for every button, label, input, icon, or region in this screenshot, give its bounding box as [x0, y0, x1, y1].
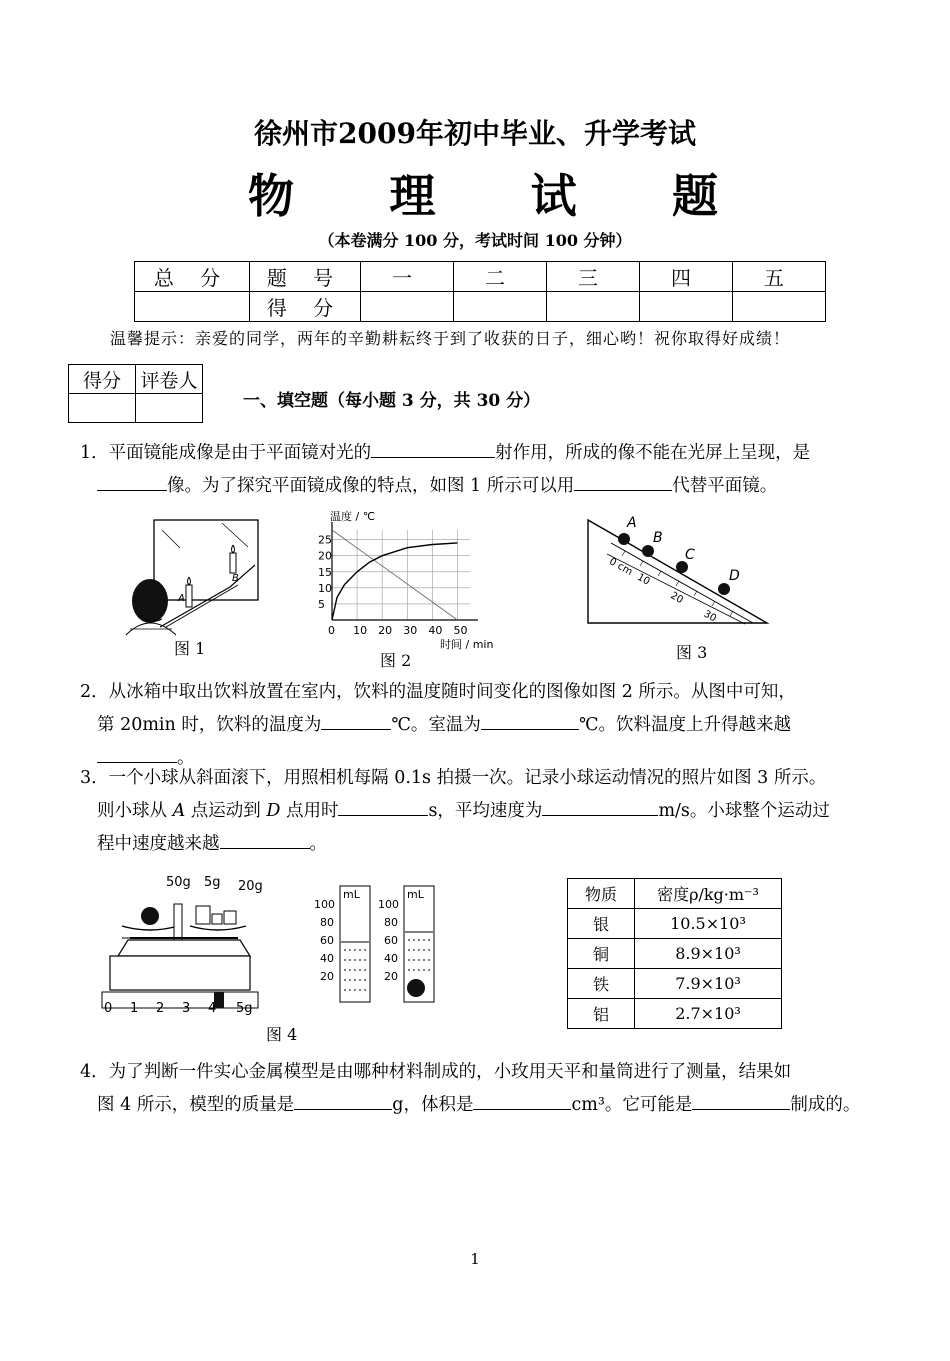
- figure-4-caption: 图 4: [266, 1025, 298, 1044]
- exam-title: 徐州市2009年初中毕业、升学考试: [254, 117, 696, 150]
- cylinder-unit: mL: [343, 888, 360, 901]
- chart-series-line: [332, 543, 458, 620]
- question-number-label: 题 号: [250, 262, 361, 292]
- figure-1-mirror-setup: [120, 515, 270, 637]
- answer-blank: [97, 742, 177, 763]
- column-header: 一: [361, 262, 454, 292]
- question-text: m/s。小球整个运动过: [658, 801, 830, 821]
- cylinder-tick: 20: [320, 970, 334, 983]
- subject-title: [248, 160, 718, 226]
- density-material: 铁: [568, 969, 635, 999]
- question-text: 。: [177, 748, 195, 768]
- figure-4-balance: [100, 868, 262, 1018]
- cylinder-tick: 20: [384, 970, 398, 983]
- chart-y-tick: 25: [318, 533, 332, 547]
- question-text: 3．一个小球从斜面滚下，用照相机每隔 0.1s 拍摄一次。记录小球运动情况的照片如图 3 所示。: [80, 768, 827, 788]
- density-material: 铝: [568, 999, 635, 1029]
- question-2: [80, 676, 886, 775]
- point-label: A: [172, 801, 186, 821]
- answer-blank: [574, 470, 672, 491]
- fig4-weight-label: 20g: [238, 879, 263, 894]
- cylinder-tick: 60: [384, 934, 398, 947]
- density-header-material: 物质: [568, 879, 635, 909]
- fig3-ruler-label: 10: [635, 571, 652, 588]
- density-header-density: 密度ρ/kg·m⁻³: [635, 879, 782, 909]
- score-cell: [361, 292, 454, 322]
- point-label: D: [266, 801, 281, 821]
- figure-2-chart: [310, 508, 515, 651]
- chart-x-tick: 30: [403, 624, 418, 637]
- question-text: 射作用，所成的像不能在光屏上呈现，是: [495, 443, 811, 463]
- cylinder-tick: 60: [320, 934, 334, 947]
- fig1-label-b: B: [232, 573, 239, 584]
- fig1-label-a: A: [178, 593, 185, 604]
- fig4-scale-number: 1: [130, 1001, 139, 1016]
- page-number: 1: [470, 1250, 480, 1268]
- question-text: cm³。它可能是: [571, 1095, 693, 1115]
- total-score-label: 总 分: [135, 262, 250, 292]
- fig4-scale-number: 3: [182, 1001, 191, 1016]
- question-3: [80, 762, 886, 861]
- question-4: [80, 1056, 886, 1122]
- fig4-weight-label: 5g: [204, 875, 221, 890]
- cylinder-tick: 80: [320, 916, 334, 929]
- answer-blank: [542, 795, 658, 816]
- figure-1-caption: 图 1: [174, 639, 206, 658]
- column-header: 三: [547, 262, 640, 292]
- grader-score-label: 得分: [69, 365, 136, 394]
- score-cell: [454, 292, 547, 322]
- fig3-ball-label: C: [685, 547, 695, 563]
- chart-x-tick: 10: [353, 624, 368, 637]
- chart-y-tick: 20: [318, 549, 332, 563]
- answer-blank: [321, 709, 391, 730]
- fig3-ruler-label: 0 cm: [607, 556, 635, 578]
- question-text: 像。为了探究平面镜成像的特点，如图 1 所示可以用: [167, 476, 575, 496]
- fig4-scale-number: 4: [208, 1001, 217, 1016]
- figure-3-incline: [585, 510, 771, 625]
- cylinder-unit: mL: [407, 888, 424, 901]
- chart-y-tick: 10: [318, 581, 332, 595]
- chart-y-label: 温度 / ℃: [330, 510, 376, 523]
- density-table: [567, 878, 782, 1029]
- fig3-ruler-label: 20: [668, 590, 685, 607]
- density-value: 7.9×10³: [635, 969, 782, 999]
- answer-blank: [692, 1089, 790, 1110]
- question-text: 。: [309, 834, 327, 854]
- chart-y-tick: 15: [318, 565, 332, 579]
- question-1: [80, 437, 886, 503]
- question-text: 图 4 所示，模型的质量是: [97, 1095, 295, 1115]
- grader-name-cell: [136, 394, 203, 423]
- question-text: s，平均速度为: [428, 801, 543, 821]
- question-text: 1．平面镜能成像是由于平面镜对光的: [80, 443, 372, 463]
- density-value: 2.7×10³: [635, 999, 782, 1029]
- fig3-ball-label: A: [627, 515, 637, 531]
- fig3-ball-label: D: [729, 568, 740, 584]
- score-table: [134, 261, 826, 322]
- exam-subtitle: （本卷满分 100 分，考试时间 100 分钟）: [318, 231, 632, 250]
- subject-char: 理: [389, 169, 436, 223]
- chart-x-tick: 40: [428, 624, 443, 637]
- chart-x-tick: 20: [378, 624, 393, 637]
- subject-char: 试: [530, 169, 577, 223]
- question-text: 制成的。: [790, 1095, 861, 1115]
- answer-blank: [220, 828, 310, 849]
- chart-x-tick: 50: [453, 624, 468, 637]
- figure-3-caption: 图 3: [676, 643, 708, 662]
- column-header: 四: [640, 262, 733, 292]
- cylinder-tick: 40: [384, 952, 398, 965]
- density-material: 铜: [568, 939, 635, 969]
- score-row-label: 得 分: [250, 292, 361, 322]
- answer-blank: [481, 709, 579, 730]
- total-score-cell: [135, 292, 250, 322]
- answer-blank: [371, 437, 495, 458]
- question-text: 2．从冰箱中取出饮料放置在室内，饮料的温度随时间变化的图像如图 2 所示。从图中可知，: [80, 682, 796, 702]
- answer-blank: [338, 795, 428, 816]
- column-header: 二: [454, 262, 547, 292]
- question-text: 点用时: [280, 801, 339, 821]
- question-text: 则小球从: [97, 801, 173, 821]
- chart-x-tick: 0: [328, 624, 335, 637]
- column-header: 五: [733, 262, 826, 292]
- question-text: 4．为了判断一件实心金属模型是由哪种材料制成的，小玫用天平和量筒进行了测量，结果如: [80, 1062, 792, 1082]
- question-text: g，体积是: [392, 1095, 474, 1115]
- answer-blank: [294, 1089, 392, 1110]
- figure-2-caption: 图 2: [380, 651, 412, 670]
- question-text: 代替平面镜。: [672, 476, 778, 496]
- density-value: 10.5×10³: [635, 909, 782, 939]
- grader-table: [68, 364, 203, 423]
- chart-y-tick: 5: [318, 597, 325, 611]
- fig4-scale-number: 0: [104, 1001, 113, 1016]
- fig3-ruler-label: 30: [701, 608, 719, 625]
- cylinder-tick: 100: [378, 898, 399, 911]
- cylinder-tick: 100: [314, 898, 335, 911]
- friendly-tip: 温馨提示：亲爱的同学，两年的辛勤耕耘终于到了收获的日子，细心哟！祝你取得好成绩！: [110, 329, 791, 348]
- fig4-scale-number: 5g: [236, 1001, 253, 1016]
- grader-name-label: 评卷人: [136, 365, 203, 394]
- score-cell: [733, 292, 826, 322]
- section-heading: 一、填空题（每小题 3 分，共 30 分）: [243, 391, 541, 411]
- score-cell: [640, 292, 733, 322]
- subject-char: 题: [671, 169, 718, 223]
- answer-blank: [97, 470, 167, 491]
- fig4-weight-label: 50g: [166, 875, 191, 890]
- question-text: ℃。饮料温度上升得越来越: [578, 715, 792, 735]
- subject-char: 物: [248, 169, 294, 223]
- score-cell: [547, 292, 640, 322]
- figure-4-cylinders: [310, 880, 445, 1010]
- chart-x-label: 时间 / min: [440, 638, 494, 651]
- question-text: 程中速度越来越: [97, 834, 220, 854]
- grader-score-cell: [69, 394, 136, 423]
- fig4-scale-number: 2: [156, 1001, 165, 1016]
- density-material: 银: [568, 909, 635, 939]
- question-text: ℃。室温为: [391, 715, 481, 735]
- fig3-ball-label: B: [653, 530, 663, 546]
- cylinder-tick: 40: [320, 952, 334, 965]
- question-text: 点运动到: [185, 801, 267, 821]
- answer-blank: [473, 1089, 571, 1110]
- question-text: 第 20min 时，饮料的温度为: [97, 715, 322, 735]
- cylinder-tick: 80: [384, 916, 398, 929]
- density-value: 8.9×10³: [635, 939, 782, 969]
